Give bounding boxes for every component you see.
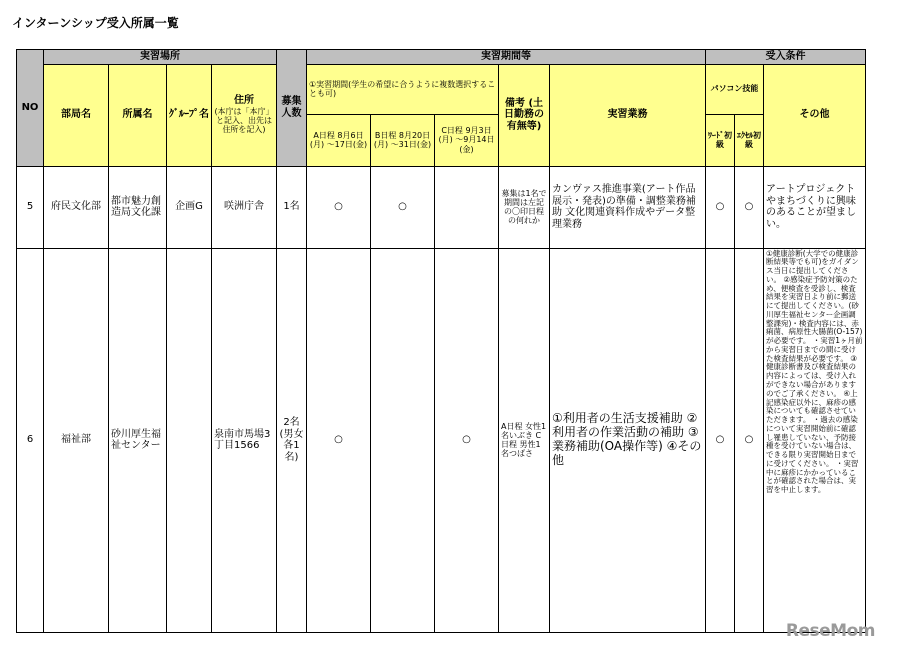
row-a-mark: ○ [307,166,371,248]
row-a-mark: ○ [307,248,371,632]
row-c-mark: ○ [435,248,499,632]
row-excel-mark: ○ [735,248,764,632]
row-jusho: 咲洲庁舎 [212,166,277,248]
header-group-jisshu-basho: 実習場所 [44,50,277,65]
row-word-mark: ○ [706,166,735,248]
header-group-kikan: 実習期間等 [307,50,706,65]
table-row [17,248,866,632]
table-row [17,166,866,248]
row-biko: A日程 女性1名いぶき C日程 男性1名つばさ [499,248,550,632]
header-group-name: ｸﾞﾙｰﾌﾟ名 [167,64,212,166]
row-gyomu: ①利用者の生活支援補助 ②利用者の作業活動の補助 ③業務補助(OA操作等) ④その他 [550,248,706,632]
row-no: 6 [17,248,44,632]
row-gyomu: カンヴァス推進事業(アート作品展示・発表)の準備・調整業務補助 文化関連資料作成やデータ整理業務 [550,166,706,248]
row-group: 企画G [167,166,212,248]
header-word: ﾜｰﾄﾞ初級 [706,114,735,166]
header-no: NO [17,50,44,167]
header-bukyoku: 部局名 [44,64,109,166]
row-c-mark [435,166,499,248]
row-shozoku: 砂川厚生福祉センター [109,248,167,632]
header-boshu: 募集人数 [277,50,307,167]
row-b-mark: ○ [371,166,435,248]
row-b-mark [371,248,435,632]
row-group [167,248,212,632]
row-bukyoku: 府民文化部 [44,166,109,248]
header-pc: パソコン技能 [706,64,764,114]
header-gyomu: 実習業務 [550,64,706,166]
header-jusho: 住所 (本庁は「本庁」と記入、出先は住所を記入) [212,64,277,166]
row-sonota: アートプロジェクトやまちづくりに興味のあることが望ましい。 [764,166,866,248]
header-sonota: その他 [764,64,866,166]
row-biko: 募集は1名で期間は左記の〇印日程の何れか [499,166,550,248]
row-sonota: ①健康診断(大学での健康診断結果等でも可)をガイダンス当日に提出してください。 ②感染症予防対策のため、便検査を受診し、検査結果を実習日より前に郵送にて提出してください。(砂川厚生福祉センター企画調整課宛)・検査内容には、赤痢菌、病原性大腸菌(O-157)が必要です。 ・実習1ヶ月前から実習日までの間に受けた検査結果が必要です。 ③健康診断書及び検査結果の内容によっては、受け入れができない場合がありますのでご了承ください。 ④上記感染症以外に、麻疹の感染についても確認させていただきます。 ・過去の感染について実習開始前に確認し罹患していない、予防接種を受けていない場合は、できる限り実習開始日までに受けてください。 ・実習中に麻疹にかかっていることが確認された場合は、実習を中止します。 [764,248,866,632]
row-no: 5 [17,166,44,248]
header-kikan-note: ①実習期間(学生の希望に合うように複数選択することも可) [307,64,499,114]
row-bukyoku: 福祉部 [44,248,109,632]
header-shozoku: 所属名 [109,64,167,166]
document-title: インターンシップ受入所属一覧 [12,16,179,30]
row-word-mark: ○ [706,248,735,632]
resemom-watermark: ReseMom [785,621,875,641]
header-group-ukeire: 受入条件 [706,50,866,65]
header-a-nittei: A日程 8月6日(月) ～17日(金) [307,114,371,166]
row-boshu: 1名 [277,166,307,248]
row-boshu: 2名(男女各1名) [277,248,307,632]
header-excel: ｴｸｾﾙ初級 [735,114,764,166]
header-c-nittei: C日程 9月3日(月) ～9月14日(金) [435,114,499,166]
row-shozoku: 都市魅力創造局文化課 [109,166,167,248]
header-biko: 備考 (土日勤務の有無等) [499,64,550,166]
row-excel-mark: ○ [735,166,764,248]
row-jusho: 泉南市馬場3丁目1566 [212,248,277,632]
internship-table [16,49,866,633]
header-b-nittei: B日程 8月20日(月) ～31日(金) [371,114,435,166]
